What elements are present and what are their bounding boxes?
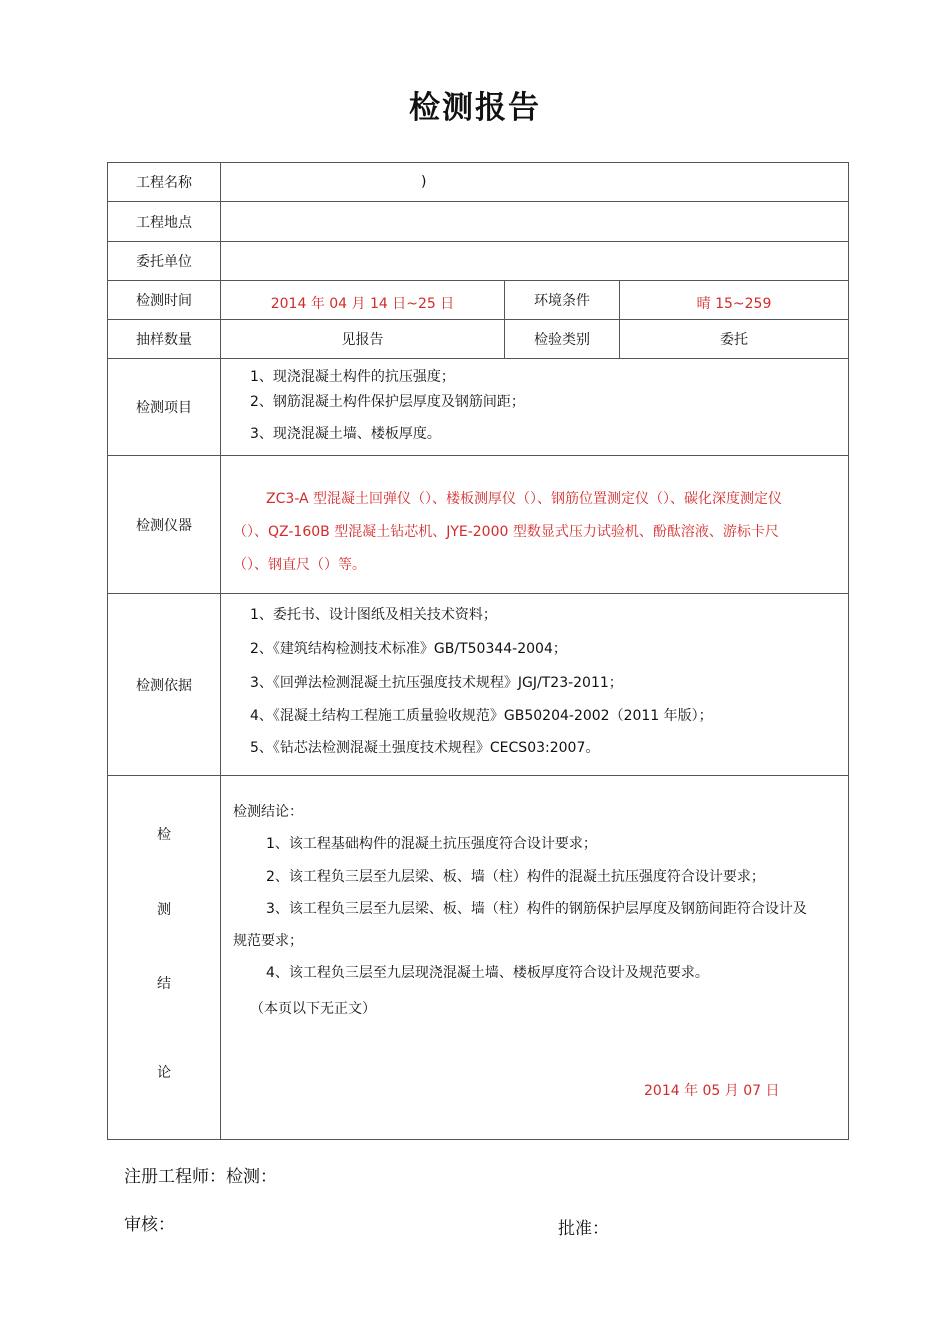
value-client xyxy=(221,242,848,280)
basis-line: 3、《回弹法检测混凝土抗压强度技术规程》JGJ/T23-2011； xyxy=(250,675,623,691)
conclusion-line: 2、该工程负三层至九层梁、板、墙（柱）构件的混凝土抗压强度符合设计要求； xyxy=(266,869,765,885)
instruments-line: （）、QZ-160B 型混凝土钻芯机、JYE-2000 型数显式压力试验机、酚酞溶液、游标卡尺 xyxy=(233,524,779,540)
value-environment: 晴 15~259 xyxy=(696,296,772,312)
label-items: 检测项目 xyxy=(136,400,192,416)
footer-engineer: 注册工程师：检测： xyxy=(124,1167,277,1187)
conclusion-label-char: 检 xyxy=(157,827,171,843)
conclusion-line: 1、该工程基础构件的混凝土抗压强度符合设计要求； xyxy=(266,836,597,852)
value-project-site xyxy=(221,202,848,241)
footer-approve: 批准： xyxy=(558,1219,609,1239)
value-project-name: ) xyxy=(421,174,427,190)
label-client: 委托单位 xyxy=(136,254,192,270)
basis-line: 4、《混凝土结构工程施工质量验收规范》GB50204-2002（2011 年版）； xyxy=(250,708,713,724)
basis-line: 5、《钻芯法检测混凝土强度技术规程》CECS03:2007。 xyxy=(250,740,600,756)
conclusion-note: （本页以下无正文） xyxy=(250,1001,376,1017)
items-line: 1、现浇混凝土构件的抗压强度； xyxy=(250,369,455,385)
label-project-site: 工程地点 xyxy=(136,214,192,231)
conclusion-line: 3、该工程负三层至九层梁、板、墙（柱）构件的钢筋保护层厚度及钢筋间距符合设计及 xyxy=(266,901,807,917)
items-line: 3、现浇混凝土墙、楼板厚度。 xyxy=(250,426,441,442)
basis-line: 2、《建筑结构检测技术标准》GB/T50344-2004； xyxy=(250,641,567,657)
value-sample: 见报告 xyxy=(341,332,384,348)
label-basis: 检测依据 xyxy=(136,677,192,694)
conclusion-label-char: 论 xyxy=(157,1065,171,1081)
conclusion-label-char: 测 xyxy=(157,902,171,918)
label-test-time: 检测时间 xyxy=(136,293,192,309)
label-test-type: 检验类别 xyxy=(534,332,590,348)
basis-line: 1、委托书、设计图纸及相关技术资料； xyxy=(250,607,497,623)
instruments-line: （）、钢直尺（）等。 xyxy=(233,557,366,573)
instruments-line: ZC3-A 型混凝土回弹仪（）、楼板测厚仪（）、钢筋位置测定仪（）、碳化深度测定仪 xyxy=(266,491,783,507)
report-table xyxy=(107,162,849,1140)
conclusion-label-char: 结 xyxy=(157,976,171,992)
label-environment: 环境条件 xyxy=(534,293,590,309)
value-test-type: 委托 xyxy=(720,332,748,348)
label-project-name: 工程名称 xyxy=(136,175,192,191)
label-instruments: 检测仪器 xyxy=(136,517,192,534)
value-test-time: 2014 年 04 月 14 日~25 日 xyxy=(270,296,455,312)
footer-review: 审核： xyxy=(124,1215,175,1235)
conclusion-line: 4、该工程负三层至九层现浇混凝土墙、楼板厚度符合设计及规范要求。 xyxy=(266,965,709,981)
items-line: 2、钢筋混凝土构件保护层厚度及钢筋间距； xyxy=(250,394,525,410)
conclusion-date: 2014 年 05 月 07 日 xyxy=(644,1083,780,1099)
conclusion-line: 规范要求； xyxy=(233,933,303,949)
label-sample: 抽样数量 xyxy=(136,332,192,348)
page-title: 检测报告 xyxy=(409,90,541,126)
conclusion-heading: 检测结论： xyxy=(233,804,303,820)
